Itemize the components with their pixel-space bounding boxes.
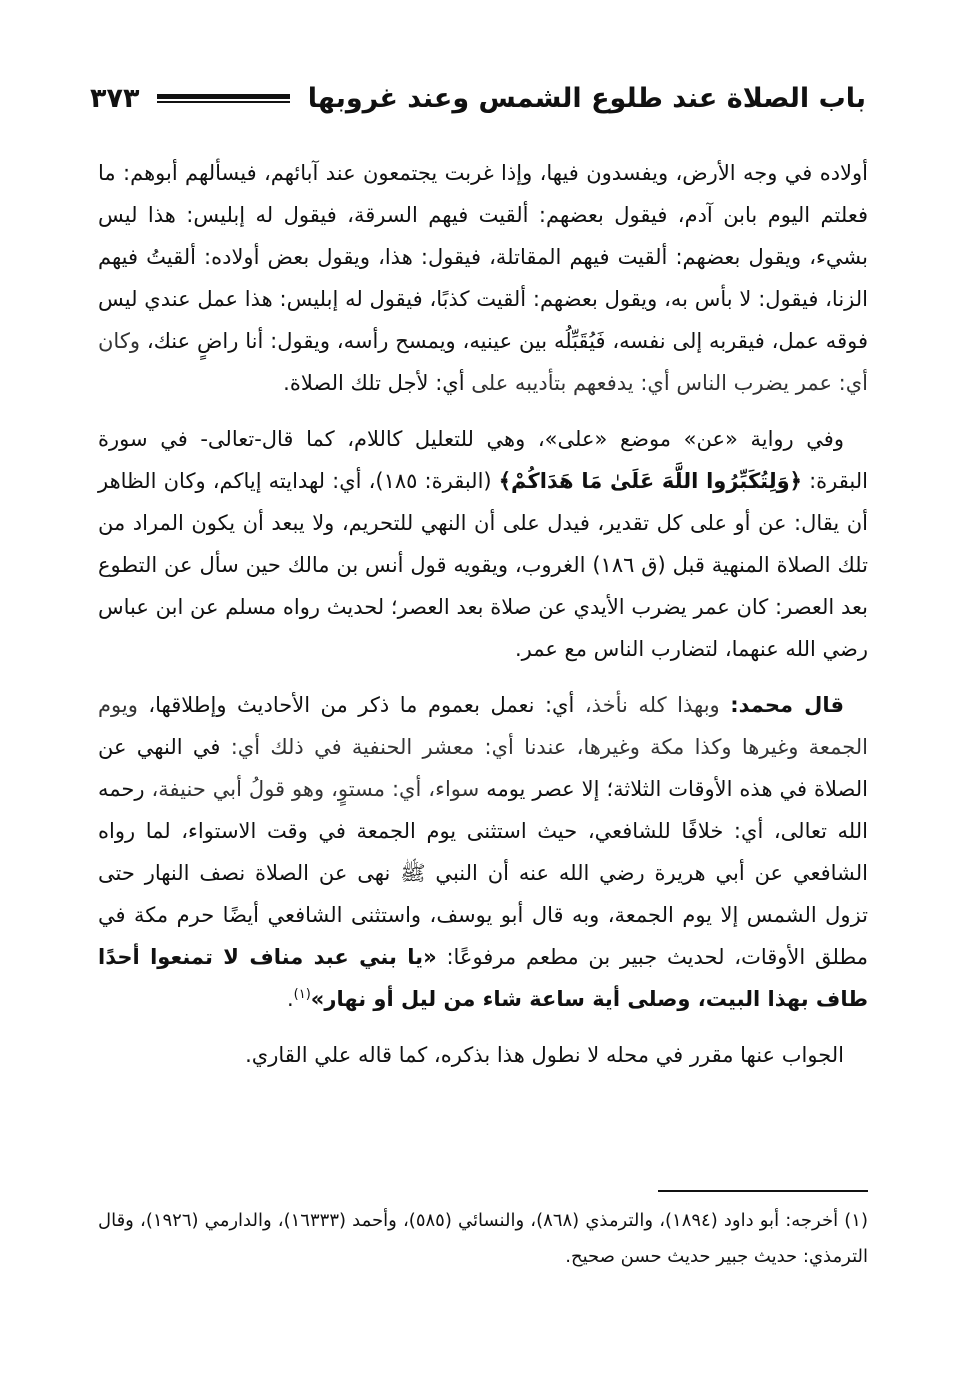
header-rule xyxy=(157,94,289,103)
matn-text-b: ويوم الجمعة وغيرها وكذا مكة وغيرها، عندنا أي: معشر الحنفية في ذلك أي: xyxy=(98,693,868,759)
sharh-text-b: في النهي عن الصلاة في هذه الأوقات الثلاثة؛ إلا عصر يومه xyxy=(98,735,868,801)
matn-text-a: وبهذا كله نأخذ، xyxy=(584,693,720,717)
hadith-quote: «يا بني عبد مناف لا تمنعوا أحدًا طاف بهذا البيت، وصلى أية ساعة شاء من ليل أو نهار» xyxy=(98,945,868,1011)
footnote-separator xyxy=(658,1190,868,1192)
paragraph-4 xyxy=(98,1034,868,1076)
paragraph-2 xyxy=(98,418,868,670)
main-text xyxy=(98,152,868,1076)
footnote-reference[interactable]: (١) xyxy=(293,987,311,1002)
paragraph-1 xyxy=(98,152,868,404)
speaker-label: قال محمد: xyxy=(730,693,844,717)
paragraph-1-text: أولاده في وجه الأرض، ويفسدون فيها، وإذا غربت يجتمعون عند آبائهم، فيسألهم أبوهم: ما فعلتم اليوم بابن آدم، فيقول بعضهم: ألقيت فيهم السرقة، فيقول له إبليس: هذا ليس بشيء، ويقول بعضهم: ألقيت فيهم المقاتلة، فيقول: هذا، ويقول بعض أولاده: ألقيتُ فيهم الزنا، فيقول: لا بأس به، ويقول بعضهم: ألقيت كذبًا، فيقول له إبليس: هذا عمل عندي ليس فوقه عمل، فيقربه إلى نفسه، فَيُقَبِّلُه بين عينيه، ويمسح رأسه، ويقول: أنا راضٍ عنك، xyxy=(98,161,868,353)
footnotes xyxy=(98,1203,868,1275)
quran-verse: ﴿وَلِتُكَبِّرُوا اللَّهَ عَلَىٰ مَا هَدَاكُمْ﴾ xyxy=(498,469,802,493)
paragraph-3-end: . xyxy=(286,987,294,1011)
page-number: ٣٧٣ xyxy=(90,82,140,114)
paragraph-4-text: الجواب عنها مقرر في محله لا نطول هذا بذكره، كما قاله علي القاري. xyxy=(245,1043,844,1067)
paragraph-3 xyxy=(98,684,868,1020)
paragraph-1-end: أي: لأجل تلك الصلاة. xyxy=(283,371,465,395)
matn-text-c: سواء، أي: مستوٍ، وهو قولُ أبي حنيفة، xyxy=(151,777,480,801)
paragraph-2-intro: وفي رواية «عن» موضع «على»، وهي للتعليل كاللام، كما قال-تعالى- في سورة البقرة: xyxy=(98,427,868,493)
sharh-text-a: أي: نعمل بعموم ما ذكر من الأحاديث وإطلاقها، xyxy=(148,693,575,717)
running-header xyxy=(90,76,866,120)
footnote-1: (١) أخرجه: أبو داود (١٨٩٤)، والترمذي (٨٦٨)، والنسائي (٥٨٥)، وأحمد (١٦٣٣٣)، والدارمي (١٩٢٦)، وقال الترمذي: حديث جبير حديث حسن صحيح. xyxy=(98,1210,868,1267)
chapter-title: باب الصلاة عند طلوع الشمس وعند غروبها xyxy=(307,82,866,114)
paragraph-2-text: (البقرة: ١٨٥)، أي: لهدايته إياكم، وكان الظاهر أن يقال: عن أو على كل تقدير، فيدل على أن النهي للتحريم، ولا يبعد أن يكون المراد من تلك الصلاة المنهية قبل (ق ١٨٦) الغروب، ويقويه قول أنس بن مالك حين سأل عن التطوع بعد العصر: كان عمر يضرب الأيدي عن صلاة بعد العصر؛ لحديث رواه مسلم عن ابن عباس رضي الله عنهما، لتضارب الناس مع عمر. xyxy=(98,469,868,661)
sharh-text-c: رحمه الله تعالى، أي: خلافًا للشافعي، حيث استثنى يوم الجمعة في وقت الاستواء، لما رواه الشافعي عن أبي هريرة رضي الله عنه أن النبي ﷺ نهى عن الصلاة نصف النهار حتى تزول الشمس إلا يوم الجمعة، وبه قال أبو يوسف، واستثنى الشافعي أيضًا حرم مكة في مطلق الأوقات، لحديث جبير بن مطعم مرفوعًا: xyxy=(98,777,868,969)
paragraph-1-commentary: وكان أي: عمر يضرب الناس أي: يدفعهم بتأديبه على xyxy=(98,329,868,395)
